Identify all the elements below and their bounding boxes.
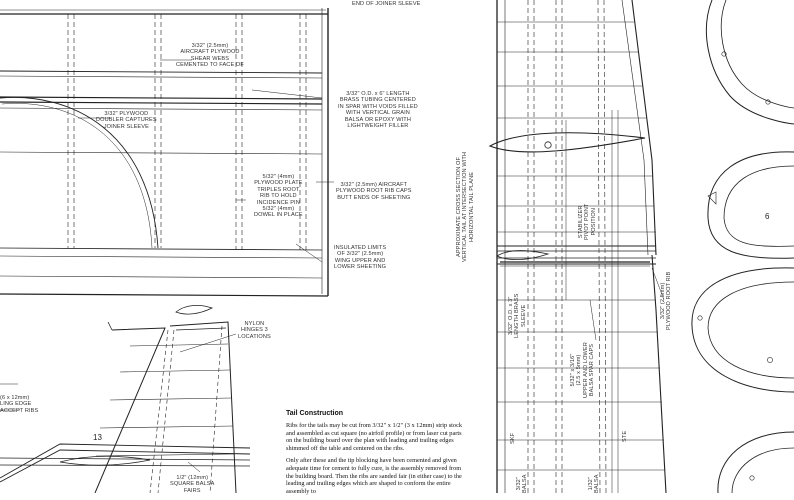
notes-paragraph-1: Ribs for the tails may be cut from 3/32" x 1/2" (3 x 12mm) strip stock and assembled as cut square (no airfoil profile) or from laser cut parts on the building board over the plan with leading and trailing edges shimmed off the table and centered on the ribs. bbox=[286, 422, 463, 452]
label-root-rib-caps: 3/32" (2.5mm) AIRCRAFT PLYWOOD ROOT RIB CAPS BUTT ENDS OF SHEETING bbox=[336, 182, 412, 201]
label-brass-sleeve: 3/32" O.D. x 3" LENGTH BRASS SLEEVE bbox=[508, 293, 527, 338]
label-ste: STE bbox=[622, 430, 628, 442]
notes-paragraph-2: Only after these and the tip blocking have been cemented and given adequate time for cement to fully cure, is the assembly removed from the building board. Then the ribs are sanded fair (in either case) to the leading and trailing edges which are shaped to conform the entire assembly to bbox=[286, 457, 462, 495]
label-balsa-spar-caps: 5/32" x 3/16" (2.5 x 5mm) UPPER AND LOWER BALSA SPAR CAPS bbox=[570, 342, 596, 398]
label-brass-tubing: 3/32" O.D. x 6" LENGTH BRASS TUBING CENTERED IN SPAR WITH VOIDS FILLED WITH VERTICAL GRAIN BALSA OR EPOXY WITH LIGHTWEIGHT FILLER bbox=[338, 91, 418, 130]
notes-title: Tail Construction bbox=[286, 410, 344, 417]
label-plywood-plate: 5/32" (4mm) PLYWOOD PLATE TRIPLES ROOT RIB TO HOLD INCIDENCE PIN 5/32" (4mm) DOWEL IN PLACE bbox=[254, 174, 303, 219]
label-stabilizer-pivot: STABILIZER PIVOT POINT POSITION bbox=[578, 203, 597, 240]
label-plywood-doubler: 3/32" PLYWOOD DOUBLER CAPTURES JOINER SLEEVE bbox=[96, 111, 157, 130]
wing-panel bbox=[0, 8, 334, 296]
fuselage-formers bbox=[692, 0, 794, 493]
label-balsa-bottom-2: 1/32" BALSA bbox=[588, 474, 601, 493]
label-skf: SKF bbox=[510, 432, 516, 444]
label-shear-webs: 3/32" (2.5mm) AIRCRAFT PLYWOOD SHEAR WEBS CEMENTED TO FACE OF bbox=[176, 43, 244, 69]
label-nylon-hinges: NYLON HINGES 3 LOCATIONS bbox=[238, 321, 271, 340]
label-balsa-bottom: 3/32" BALSA bbox=[516, 474, 529, 493]
rudder-rib-number: 13 bbox=[93, 433, 102, 442]
former-number: 6 bbox=[765, 212, 770, 221]
label-square-balsa: 1/2" (12mm) SQUARE BALSA FAIRS bbox=[170, 475, 215, 494]
label-joiner-sleeve: END OF JOINER SLEEVE bbox=[352, 1, 421, 7]
horizontal-stabilizer bbox=[490, 0, 666, 493]
label-trailing-edge: (6 x 12mm) LING EDGE ACCEPT RIBS bbox=[0, 395, 39, 414]
tail-construction-notes bbox=[286, 410, 462, 500]
label-cross-section: APPROXIMATE CROSS SECTION OF VERTICAL TAIL AT INTERSECTION WITH HORIZONTAL TAIL PLANE bbox=[456, 151, 475, 262]
label-root-rib: 3/32" (2.5mm) PLYWOOD ROOT RIB bbox=[660, 271, 673, 330]
label-insulated-limits: INSULATED LIMITS OF 3/32" (2.5mm) WING UPPER AND LOWER SHEETING bbox=[334, 245, 387, 271]
